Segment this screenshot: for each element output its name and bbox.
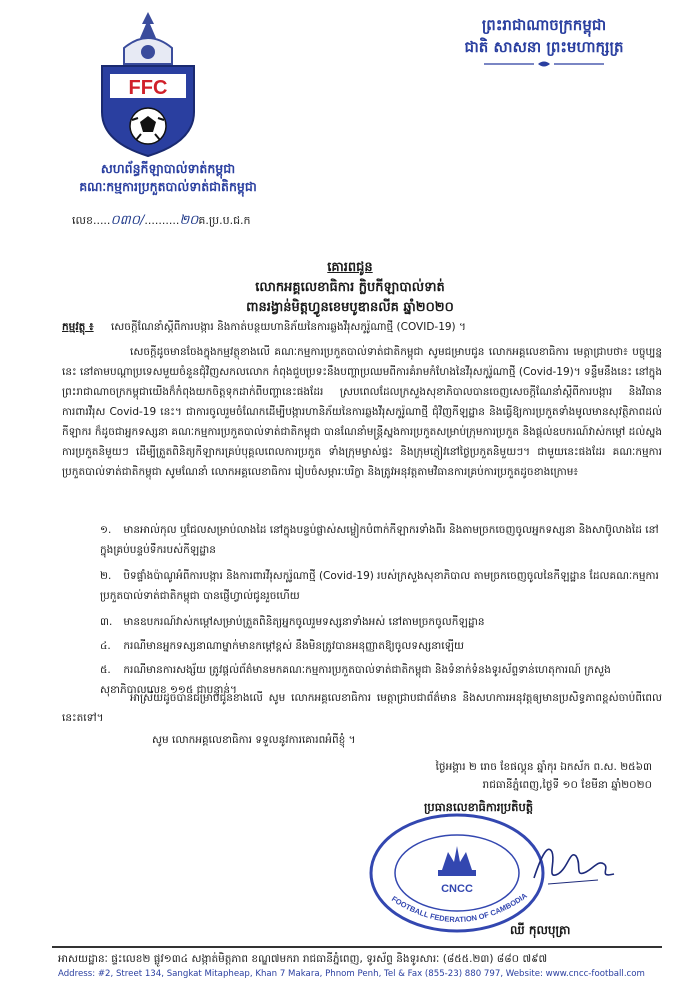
federation-name	[18, 160, 318, 196]
date-block	[352, 758, 652, 794]
list-item	[100, 566, 660, 606]
list-item-number: ៥.	[100, 664, 111, 676]
football-icon	[130, 108, 166, 144]
footer-address-khmer: អាសយដ្ឋានៈ ផ្ទះលេខ២ ផ្លូវ១៣៤ សង្កាត់មិត្តភាព ខណ្ឌ៧មករា រាជធានីភ្នំពេញ, ទូរស័ព្ទ និងទូរសារៈ (៨៥៥.២៣) ៨៨០ ៧៩៧	[58, 953, 548, 965]
subject-label: កម្មវត្ថុ ៖	[62, 321, 94, 333]
solar-date: រាជធានីភ្នំពេញ,ថ្ងៃទី ១០ ខែមីនា ឆ្នាំ២០២០	[482, 779, 652, 791]
list-item	[100, 636, 660, 656]
list-item-text: មានអាល់កុល ឬជែលសម្រាប់លាងដៃ នៅក្នុងបន្ទប់ផ្លាស់សម្លៀកបំពាក់កីឡាករទាំងពីរ និងតាមច្រកចេញចូលអ្នកទស្សនា និងសាប៊ូលាងដៃ នៅក្នុងគ្រប់បន្ទប់ទឹករបស់កីឡដ្ឋាន	[100, 524, 659, 556]
list-item-number: ៣.	[100, 616, 113, 628]
signatory-name: ឈី កុលបុត្រា	[510, 923, 571, 937]
kingdom-line-2: ជាតិ សាសនា ព្រះមហាក្សត្រ	[464, 38, 624, 56]
list-item-number: ១.	[100, 524, 112, 536]
letter-number	[72, 212, 251, 231]
subject-text: សេចក្តីណែនាំស្តីពីការបង្ការ និងកាត់បន្ថយហានិភ័យនៃការឆ្លងវីរុសកូរ៉ូណាថ្មី (COVID-19) ។	[110, 321, 466, 333]
seal-ring-text: FOOTBALL FEDERATION OF CAMBODIA	[390, 891, 529, 925]
signatory-title: ប្រធានលេខាធិការប្រតិបត្តិ	[424, 800, 534, 814]
closing-paragraph: អាស្រ័យដូចបានជម្រាបជូនខាងលើ សូម លោកអគ្គលេខាធិការ មេត្តាជ្រាបជាព័ត៌មាន និងសហការអនុវត្តឲ្យមានប្រសិទ្ធភាពខ្ពស់ចាប់ពីពេលនេះតទៅ។	[62, 692, 662, 724]
official-seal	[368, 812, 546, 934]
closing-courtesy: សូម លោកអគ្គលេខាធិការ ទទួលនូវការគោរពអំពីខ្ញុំ ។	[152, 734, 356, 746]
letter-number-year: ២០	[179, 213, 199, 228]
list-item-text: ករណីមានការសង្ស័យ ត្រូវផ្តល់ព័ត៌មានមកគណៈកម្មការប្រកួតបាល់ទាត់ជាតិកម្ពុជា និងទំនាក់ទំនងទូរស័ព្ទទាន់ហេតុការណ៍ ក្រសួងសុខាភិបាលលេខ ១១៥ ជាបន្ទាន់។	[100, 664, 611, 696]
list-item-number: ២.	[100, 570, 112, 582]
seal-center-text: CNCC	[441, 883, 473, 895]
kingdom-motto	[424, 14, 664, 68]
list-item-text: បិទផ្ទាំងប៉ាណូអំពីការបង្ការ និងការពារវីរុសកូរ៉ូណាថ្មី (Covid-19) របស់ក្រសួងសុខាភិបាល តាមច្រកចេញចូលនៃកីឡដ្ឋាន ដែលគណៈកម្មការប្រកួតបាល់ទាត់ជាតិកម្ពុជា បានផ្ញើហ្វាល់ជូនរួចហើយ	[100, 570, 659, 602]
logo-text: FFC	[128, 77, 168, 99]
letter-number-dots: ..........	[144, 214, 180, 227]
ffc-logo	[88, 8, 208, 160]
list-item	[100, 612, 660, 632]
instruction-list	[100, 520, 660, 700]
recipient-title: លោកអគ្គលេខាធិការ ក្លិបកីឡាបាល់ទាត់	[255, 280, 445, 295]
letter-number-prefix: លេខ.....	[72, 214, 111, 227]
footer-address-english: Address: #2, Street 134, Sangkat Mitapheap, Khan 7 Makara, Phnom Penh, Tel & Fax (855-23) 880 797, Website: www.cncc-football.com	[58, 969, 645, 979]
footer-divider	[52, 946, 662, 948]
kingdom-line-1: ព្រះរាជាណាចក្រកម្ពុជា	[481, 16, 607, 34]
list-item	[100, 520, 660, 560]
recipient-block	[0, 258, 700, 318]
handwritten-signature	[528, 834, 618, 894]
federation-line-2: គណៈកម្មការប្រកួតបាល់ទាត់ជាតិកម្ពុជា	[79, 179, 257, 194]
list-item-text: ករណីមានអ្នកទស្សនាណាម្នាក់មានកម្តៅខ្ពស់ នឹងមិនត្រូវបានអនុញ្ញាតឱ្យចូលទស្សនាឡើយ	[123, 640, 465, 652]
letter-number-handwritten: ០៣០/	[110, 213, 145, 228]
angkor-temple-icon	[124, 12, 172, 64]
recipient-league: ពានរង្វាន់មិត្តហ្វូនខេមបូឌានលីគ ឆ្នាំ២០២០	[246, 300, 454, 315]
body-paragraph: សេចក្តីដូចមានចែងក្នុងកម្មវត្ថុខាងលើ គណៈកម្មការប្រកួតបាល់ទាត់ជាតិកម្ពុជា សូមជម្រាបជូន លោកអគ្គលេខាធិការ មេត្តាជ្រាបថា៖ បច្ចុប្បន្ននេះ នៅតាមបណ្តាប្រទេសមួយចំនួនជុំវិញសកលលោក កំពុងជួបប្រទះនឹងបញ្ហាប្រឈមពីការគំរាមកំហែងនៃវីរុសកូរ៉ូណាថ្មី (Covid-19)។ ទន្ទឹមនឹងនេះ នៅក្នុងព្រះរាជាណាចក្រកម្ពុជាយើងក៏កំពុងយកចិត្តទុកដាក់ពីបញ្ហានេះផងដែរ ស្របពេលដែលក្រសួងសុខាភិបាលបានចេញសេចក្តីណែនាំស្តីពីការបង្ការ និងវិធានការពារវីរុស Covid-19 នេះ។ ជាការចូលរួមចំណែកដើម្បីបង្ការហានិភ័យនៃការឆ្លងវីរុសកូរ៉ូណាថ្មី ជុំវិញកីឡដ្ឋាន និងធ្វើឱ្យការប្រកួតទាំងមូលមានសុវត្ថិភាពដល់កីឡាករ ក៏ដូចជាអ្នកទស្សនា គណៈកម្មការប្រកួតបាល់ទាត់ជាតិកម្ពុជា បានណែនាំមន្ត្រីស្នងការប្រកួតសម្រាប់ក្រុមការប្រកួត និងផ្តល់ឧបករណ៍វាស់កម្តៅ ដល់ស្នងការប្រកួតនិមួយៗ ដើម្បីត្រួតពិនិត្យកីឡាករគ្រប់បុគ្គលពេលការប្រកួត ទាំងក្រុមម្ចាស់ផ្ទះ និងក្រុមភ្ញៀវនៅថ្ងៃប្រកួតនិមួយៗ។ ជាមួយនេះផងដែរ គណៈកម្មការប្រកួតបាល់ទាត់ជាតិកម្ពុជា សូមណែនាំ លោកអគ្គលេខាធិការ រៀបចំសម្ភារៈបរិក្ខា និងត្រូវអនុវត្តតាមវិធានការគ្រប់ការប្រកួតដូចខាងក្រោម៖	[62, 346, 662, 478]
ornament-divider-icon	[484, 60, 604, 68]
list-item-number: ៤.	[100, 640, 111, 652]
federation-line-1: សហព័ន្ធកីឡាបាល់ទាត់កម្ពុជា	[100, 161, 236, 176]
recipient-salutation: គោរពជូន	[327, 260, 373, 275]
subject-line	[62, 320, 662, 335]
list-item-text: មានឧបករណ៍វាស់កម្តៅសម្រាប់ត្រួតពិនិត្យអ្នកចូលរួមទស្សនាទាំងអស់ នៅតាមច្រកចូលកីឡដ្ឋាន	[123, 616, 485, 628]
seal-temple-icon	[438, 846, 476, 876]
letter-number-suffix: គ.ប្រ.ប.ជ.ក	[198, 214, 251, 227]
lunar-date: ថ្ងៃអង្គារ ២ រោច ខែផល្គុន ឆ្នាំកុរ ឯកស័ក ព.ស. ២៥៦៣	[435, 761, 652, 773]
